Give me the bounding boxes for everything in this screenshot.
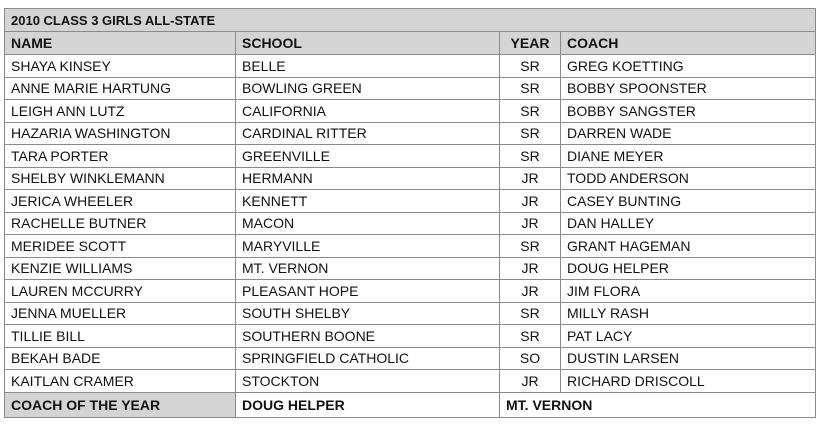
cell-school: CARDINAL RITTER: [236, 122, 500, 145]
cell-coach: TODD ANDERSON: [561, 167, 816, 190]
table-row: [5, 370, 816, 393]
coach-of-year-name: DOUG HELPER: [236, 392, 500, 417]
cell-school: BELLE: [236, 55, 500, 78]
cell-year: JR: [500, 167, 561, 190]
table-row: [5, 77, 816, 100]
cell-school: SPRINGFIELD CATHOLIC: [236, 347, 500, 370]
table-title: 2010 CLASS 3 GIRLS ALL-STATE: [5, 9, 816, 32]
table-row: [5, 212, 816, 235]
table-row: [5, 55, 816, 78]
cell-coach: GRANT HAGEMAN: [561, 235, 816, 258]
cell-school: BOWLING GREEN: [236, 77, 500, 100]
cell-coach: GREG KOETTING: [561, 55, 816, 78]
cell-name: SHAYA KINSEY: [5, 55, 236, 78]
cell-coach: DUSTIN LARSEN: [561, 347, 816, 370]
cell-name: KENZIE WILLIAMS: [5, 257, 236, 280]
all-state-table: [4, 8, 816, 418]
cell-year: JR: [500, 212, 561, 235]
cell-name: LAUREN MCCURRY: [5, 280, 236, 303]
title-row: [5, 9, 816, 32]
cell-name: KAITLAN CRAMER: [5, 370, 236, 393]
table-row: [5, 325, 816, 348]
cell-school: PLEASANT HOPE: [236, 280, 500, 303]
cell-name: SHELBY WINKLEMANN: [5, 167, 236, 190]
cell-school: MT. VERNON: [236, 257, 500, 280]
cell-coach: PAT LACY: [561, 325, 816, 348]
table-row: [5, 100, 816, 123]
header-coach: COACH: [561, 32, 816, 55]
cell-school: SOUTHERN BOONE: [236, 325, 500, 348]
cell-coach: CASEY BUNTING: [561, 190, 816, 213]
cell-name: LEIGH ANN LUTZ: [5, 100, 236, 123]
roster-body: [5, 55, 816, 393]
table-row: [5, 235, 816, 258]
cell-coach: DAN HALLEY: [561, 212, 816, 235]
cell-name: TILLIE BILL: [5, 325, 236, 348]
cell-year: JR: [500, 370, 561, 393]
cell-year: SR: [500, 100, 561, 123]
cell-coach: MILLY RASH: [561, 302, 816, 325]
cell-coach: BOBBY SANGSTER: [561, 100, 816, 123]
cell-name: BEKAH BADE: [5, 347, 236, 370]
table-row: [5, 167, 816, 190]
header-school: SCHOOL: [236, 32, 500, 55]
cell-coach: DIANE MEYER: [561, 145, 816, 168]
cell-school: STOCKTON: [236, 370, 500, 393]
cell-year: JR: [500, 257, 561, 280]
coach-of-year-row: [5, 392, 816, 417]
cell-year: SR: [500, 122, 561, 145]
header-row: [5, 32, 816, 55]
cell-name: ANNE MARIE HARTUNG: [5, 77, 236, 100]
cell-school: HERMANN: [236, 167, 500, 190]
cell-year: SR: [500, 302, 561, 325]
table-row: [5, 347, 816, 370]
cell-name: MERIDEE SCOTT: [5, 235, 236, 258]
cell-school: GREENVILLE: [236, 145, 500, 168]
cell-year: SR: [500, 235, 561, 258]
cell-name: TARA PORTER: [5, 145, 236, 168]
cell-coach: BOBBY SPOONSTER: [561, 77, 816, 100]
header-name: NAME: [5, 32, 236, 55]
cell-year: JR: [500, 280, 561, 303]
cell-year: SR: [500, 77, 561, 100]
cell-coach: DOUG HELPER: [561, 257, 816, 280]
cell-year: SR: [500, 55, 561, 78]
cell-coach: JIM FLORA: [561, 280, 816, 303]
cell-school: MACON: [236, 212, 500, 235]
cell-name: JENNA MUELLER: [5, 302, 236, 325]
table-row: [5, 122, 816, 145]
cell-name: JERICA WHEELER: [5, 190, 236, 213]
cell-year: SR: [500, 145, 561, 168]
table-row: [5, 280, 816, 303]
cell-name: HAZARIA WASHINGTON: [5, 122, 236, 145]
table-row: [5, 145, 816, 168]
coach-of-year-school: MT. VERNON: [500, 392, 816, 417]
cell-year: SR: [500, 325, 561, 348]
table-row: [5, 257, 816, 280]
cell-school: SOUTH SHELBY: [236, 302, 500, 325]
table-row: [5, 190, 816, 213]
cell-year: SO: [500, 347, 561, 370]
header-year: YEAR: [500, 32, 561, 55]
cell-school: CALIFORNIA: [236, 100, 500, 123]
cell-name: RACHELLE BUTNER: [5, 212, 236, 235]
cell-coach: RICHARD DRISCOLL: [561, 370, 816, 393]
cell-school: MARYVILLE: [236, 235, 500, 258]
coach-of-year-label: COACH OF THE YEAR: [5, 392, 236, 417]
cell-school: KENNETT: [236, 190, 500, 213]
table-row: [5, 302, 816, 325]
cell-coach: DARREN WADE: [561, 122, 816, 145]
cell-year: JR: [500, 190, 561, 213]
